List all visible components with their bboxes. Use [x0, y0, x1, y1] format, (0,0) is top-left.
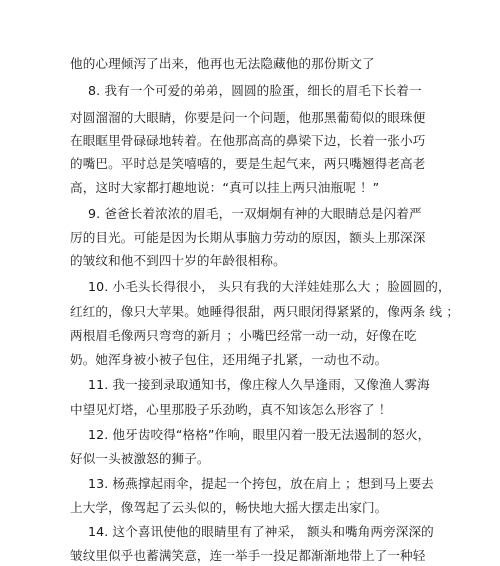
text-line: 9. 爸爸长着浓浓的眉毛，一双炯炯有神的大眼睛总是闪着严: [88, 206, 422, 221]
text-line: 好似一头被激怒的狮子。: [70, 451, 210, 466]
text-line: 14. 这个喜讯使他的眼睛里有了神采， 额头和嘴角两旁深深的: [88, 524, 434, 539]
text-line: 红红的，像只大苹果。她睡得很甜，两只眼闭得紧紧的，像两条 线 ；: [70, 304, 460, 319]
text-line: 8. 我有一个可爱的弟弟，圆圆的脸蛋，细长的眉毛下长着一: [88, 83, 422, 98]
text-line: 上大学，像驾起了云头似的，畅快地大摇大摆走出家门。: [70, 500, 388, 515]
text-line: 10. 小毛头长得很小， 头只有我的大洋娃娃那么大 ；脸圆圆的，: [88, 279, 451, 294]
text-line: 他的心理倾泻了出来，他再也无法隐藏他的那份斯文了: [70, 56, 375, 71]
text-line: 的皱纹和他不到四十岁的年龄很相称。: [70, 253, 286, 268]
text-line: 两根眉毛像两只弯弯的新月 ；小嘴巴经常一动一动，好像在吃: [70, 328, 417, 343]
text-line: 奶。她浑身被小被子包住，还用绳子扎紧，一动也不动。: [70, 352, 388, 367]
text-line: 高，这时大家都打趣地说：“真可以挂上两只油瓶呢 ！”: [70, 180, 380, 195]
text-line: 在眼眶里骨碌碌地转着。在他那高高的鼻梁下边，长着一张小巧: [70, 133, 426, 148]
text-line: 中望见灯塔，心里那股子乐劲哟，真不知该怎么形容了 ！: [70, 402, 392, 417]
text-line: 13. 杨燕撑起雨伞，提起一个挎包，放在肩上 ；想到马上要去: [88, 476, 434, 491]
text-line: 厉的目光。可能是因为长期从事脑力劳动的原因，额头上那深深: [70, 230, 426, 245]
text-line: 12. 他牙齿咬得“格格”作响，眼里闪着一股无法遏制的怒火，: [88, 427, 431, 442]
text-line: 11. 我一接到录取通知书，像庄稼人久旱逢雨，又像渔人雾海: [88, 377, 430, 392]
text-line: 对圆溜溜的大眼睛，你要是问一个问题，他那黑葡萄似的眼珠便: [70, 110, 426, 125]
text-line: 的嘴巴。平时总是笑嘻嘻的，要是生起气来，两只嘴翘得老高老: [70, 156, 426, 171]
text-line: 皱纹里似乎也蓄满笑意，连一举手一投足都渐渐地带上了一种轻: [70, 548, 426, 563]
